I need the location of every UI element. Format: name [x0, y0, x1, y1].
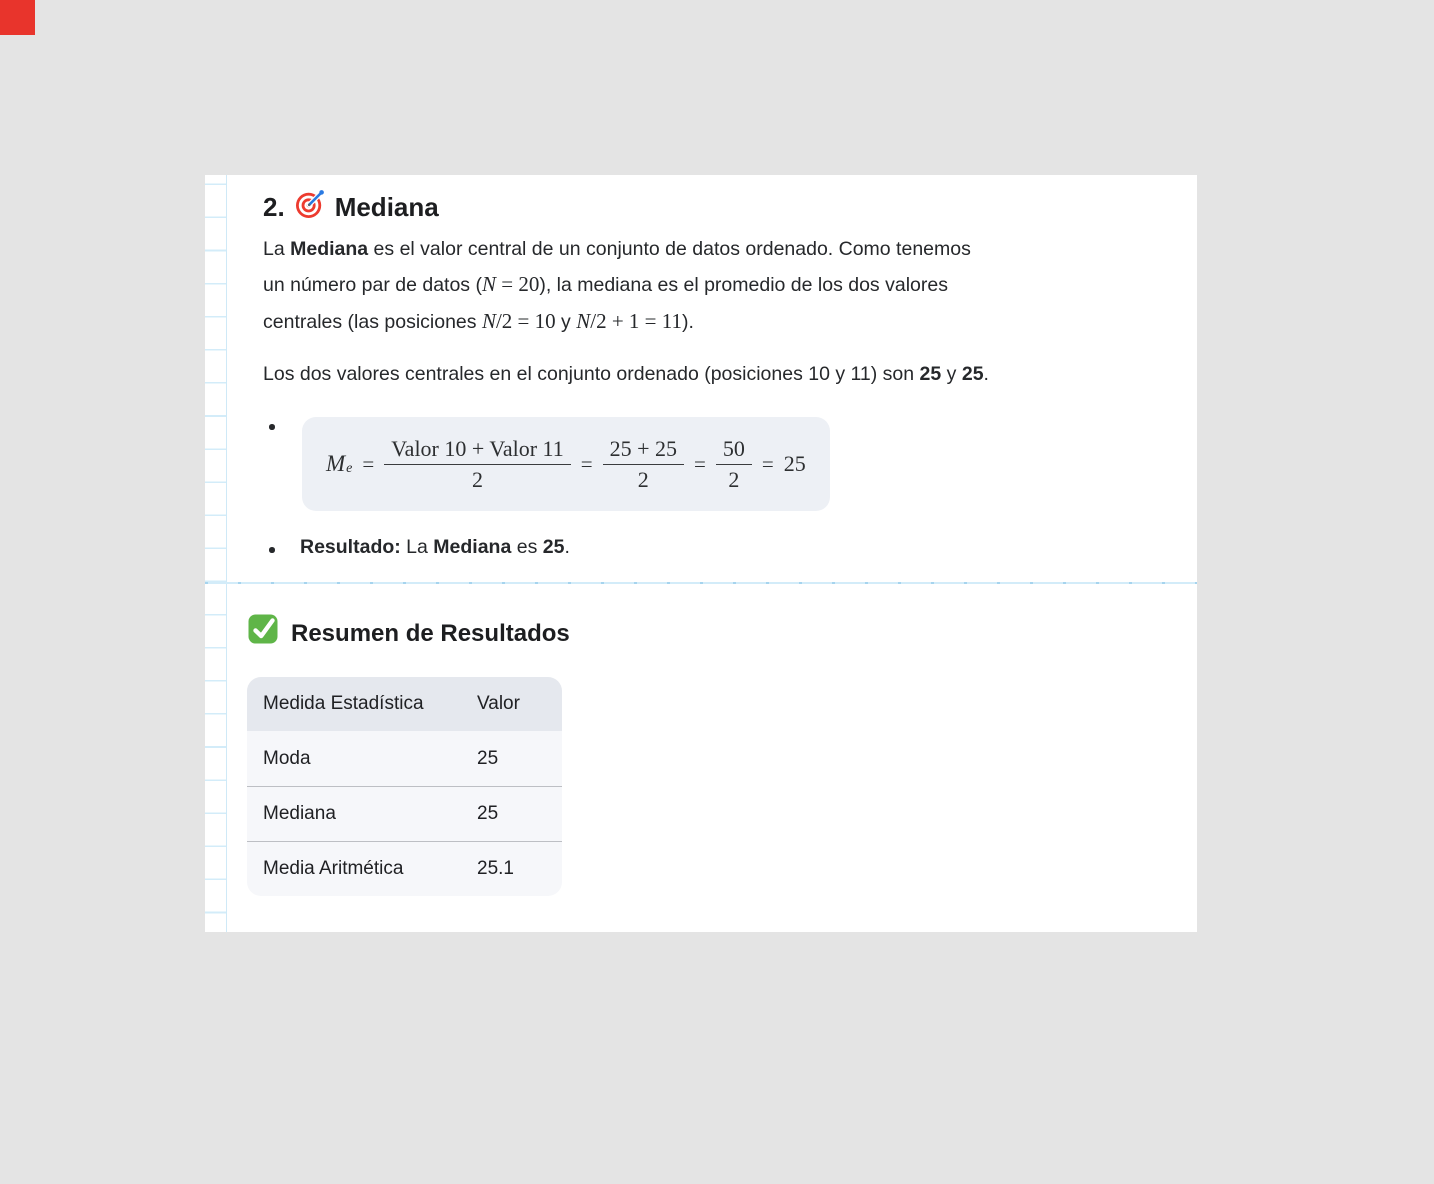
fraction-denominator: 2 — [637, 466, 649, 492]
equals-sign: = — [580, 451, 593, 476]
notebook-margin-ruling — [205, 175, 227, 932]
formula-box — [302, 417, 830, 511]
results-table — [247, 677, 562, 896]
heading-title: Mediana — [334, 192, 439, 222]
section-heading-mediana — [263, 187, 439, 227]
heading-number: 2. — [263, 192, 285, 222]
bullet-dot — [269, 547, 275, 553]
target-emoji-icon — [294, 187, 326, 227]
fraction-denominator: 2 — [728, 466, 740, 492]
formula-lhs: M — [326, 451, 346, 476]
cell-medida: Mediana — [263, 803, 336, 824]
fraction-numerator: Valor 10 + Valor 11 — [384, 436, 571, 464]
column-header-valor: Valor — [477, 693, 520, 714]
formula-result: 25 — [783, 451, 806, 476]
red-corner-marker — [0, 0, 35, 35]
equals-sign: = — [362, 451, 375, 476]
cell-valor: 25.1 — [477, 858, 514, 879]
check-mark-emoji-icon — [247, 612, 280, 654]
fraction-valores — [384, 436, 571, 492]
resultado-line: Resultado: La Mediana es 25. — [300, 536, 570, 558]
cell-valor: 25 — [477, 803, 499, 824]
bullet-dot — [269, 424, 275, 430]
fraction-cincuenta — [716, 436, 752, 492]
cell-valor: 25 — [477, 747, 499, 769]
table-row-mediana — [247, 786, 562, 841]
formula-lhs-subscript: e — [346, 461, 353, 476]
fraction-numerator: 50 — [716, 436, 752, 464]
cell-medida: Media Aritmética — [263, 858, 404, 879]
valores-centrales-paragraph: Los dos valores centrales en el conjunto ordenado (posiciones 10 y 11) son 25 y 25. — [263, 363, 989, 385]
ruled-divider-line — [205, 582, 1197, 584]
mediana-paragraph: La Mediana es el valor central de un conjunto de datos ordenado. Como tenemos un número par de datos (N = 20), la mediana es el promedio de los dos valores centrales (las posiciones N/2 = 10 y N/2 + 1 = 11). — [263, 238, 971, 333]
equals-sign: = — [761, 451, 774, 476]
table-row-moda — [247, 731, 562, 786]
table-row-media-aritmetica — [247, 841, 562, 896]
table-header-row — [247, 677, 562, 731]
fraction-numerator: 25 + 25 — [603, 436, 684, 464]
section-heading-resumen — [247, 612, 570, 654]
column-header-medida: Medida Estadística — [263, 693, 424, 714]
equals-sign: = — [694, 451, 706, 476]
heading-title: Resumen de Resultados — [291, 619, 570, 647]
fraction-denominator: 2 — [471, 466, 483, 492]
fraction-suma — [603, 436, 684, 492]
cell-medida: Moda — [263, 747, 311, 769]
